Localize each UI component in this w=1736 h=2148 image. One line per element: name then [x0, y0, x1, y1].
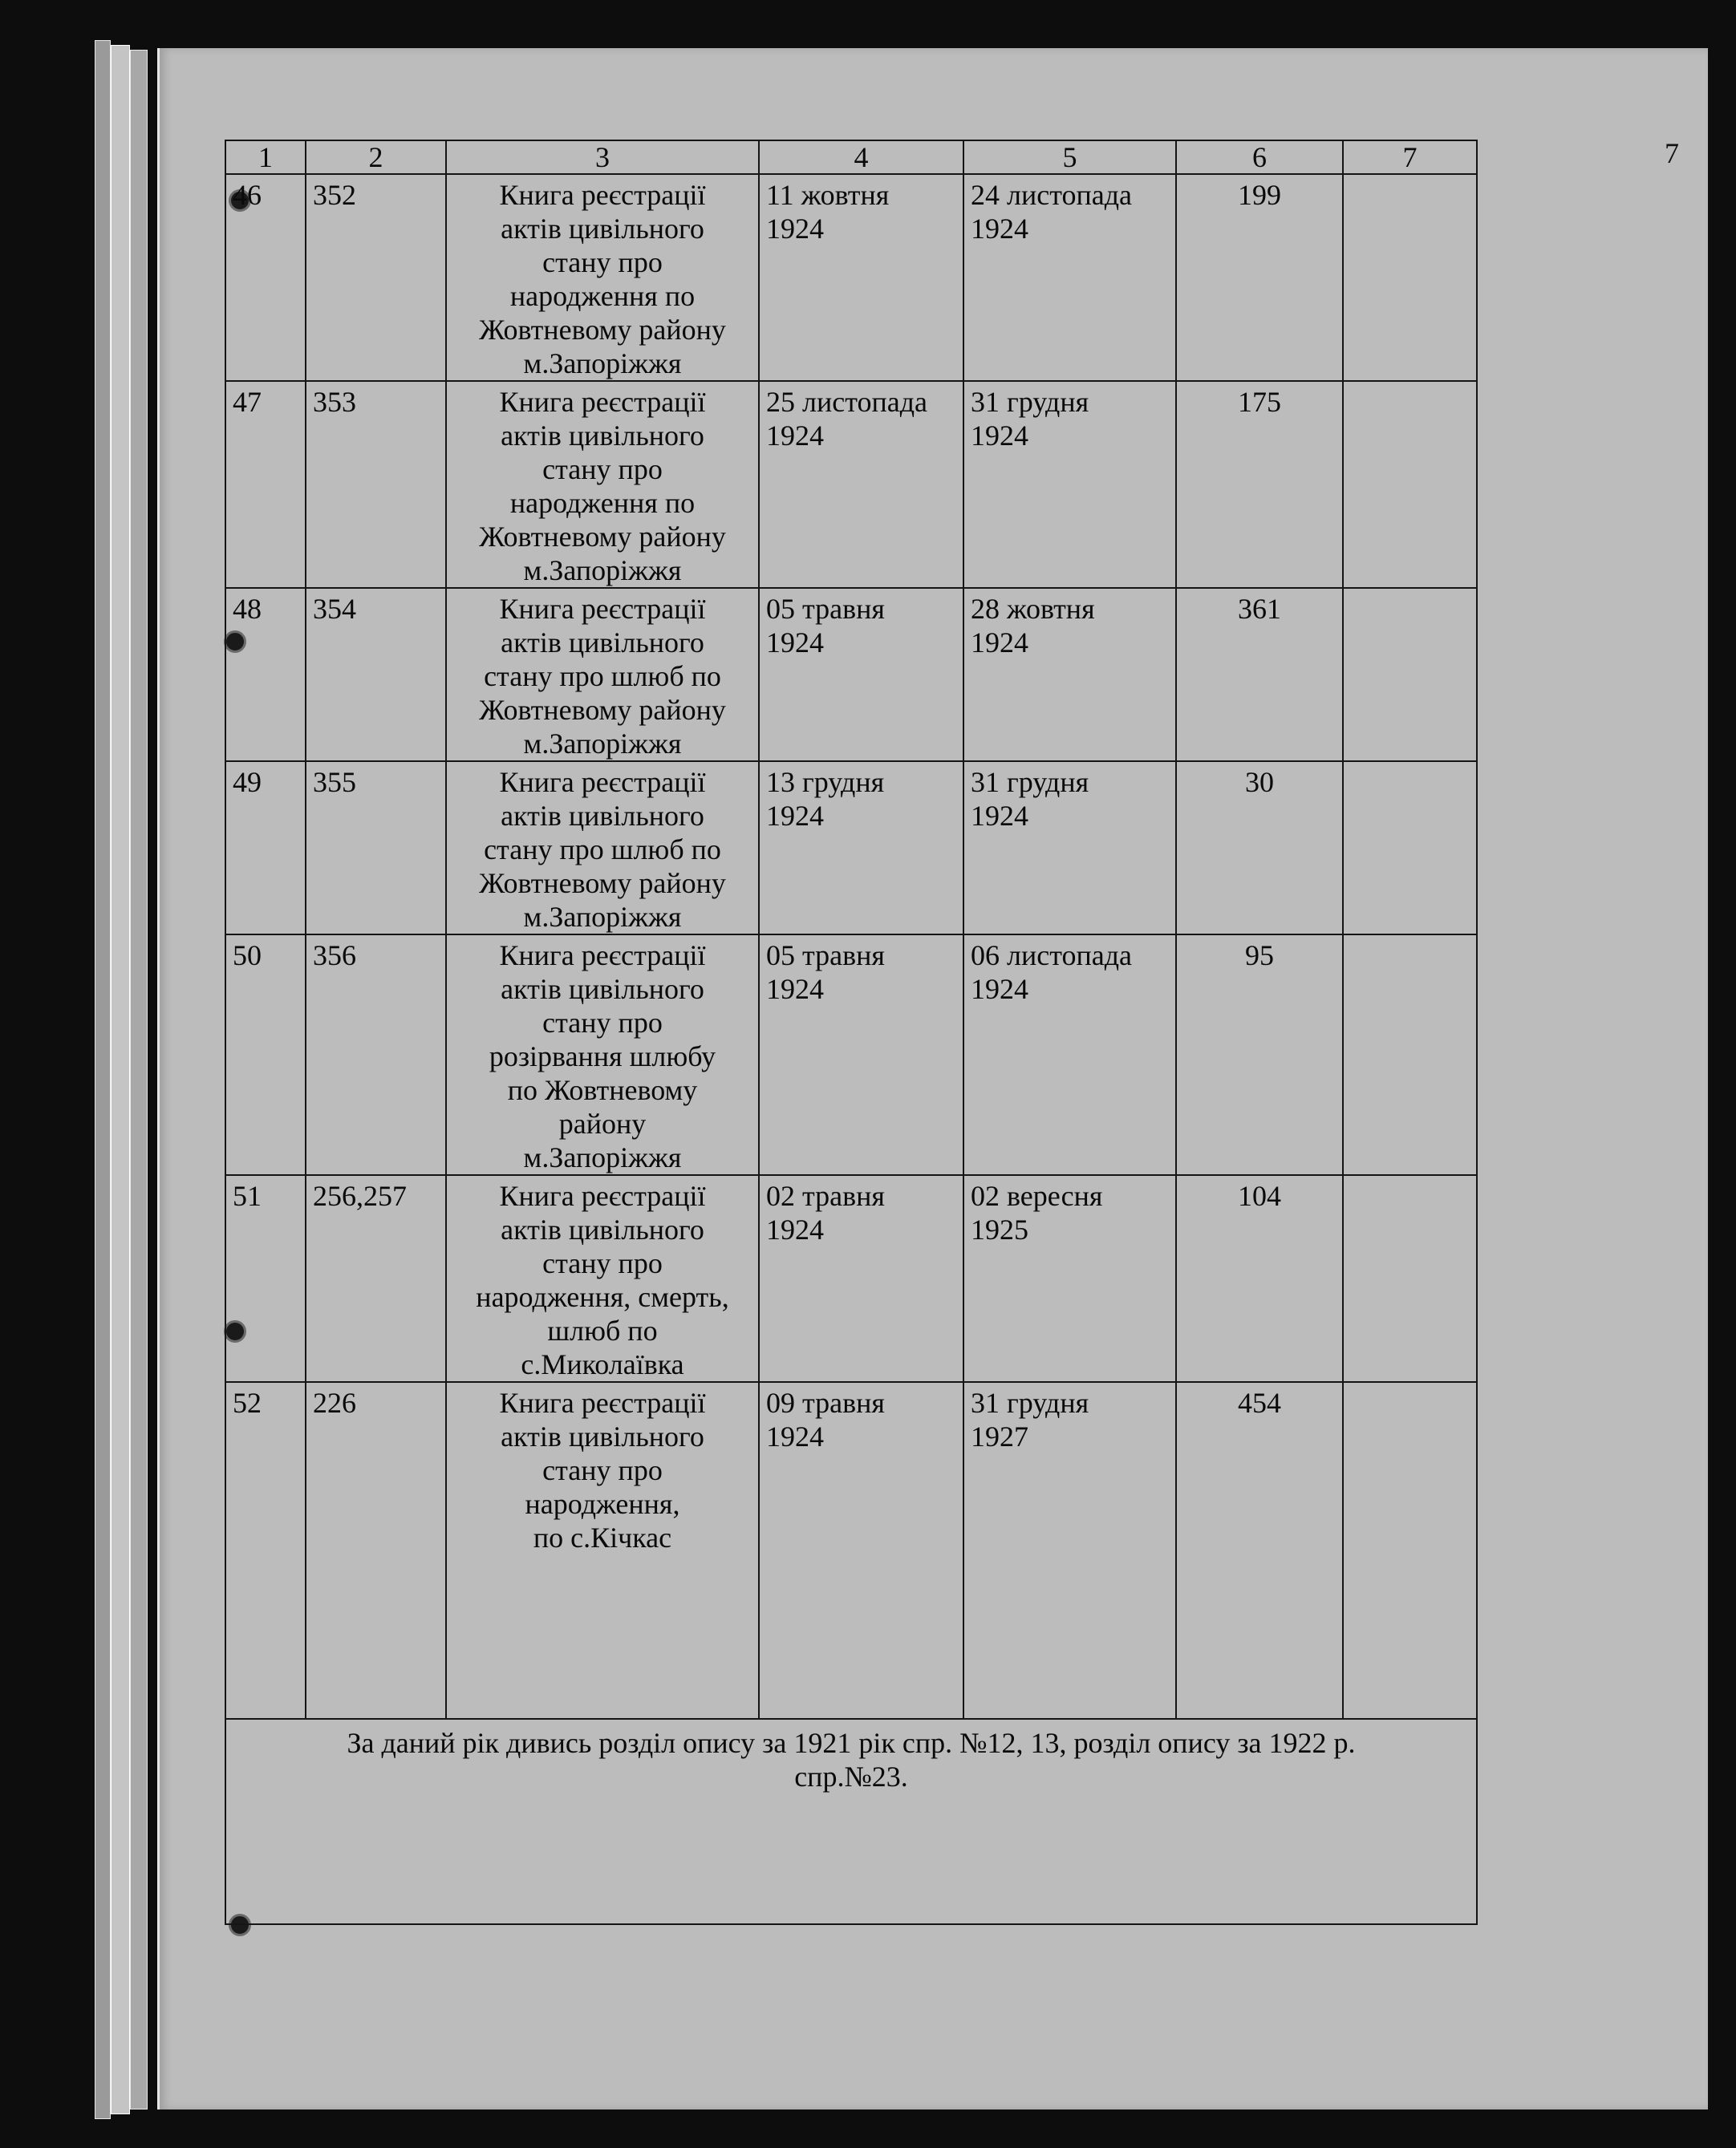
- sheet-count: 95: [1176, 934, 1343, 1175]
- column-header: 7: [1343, 140, 1477, 174]
- row-note: [1343, 1175, 1477, 1382]
- column-header: 6: [1176, 140, 1343, 174]
- start-date: 05 травня 1924: [759, 588, 963, 761]
- row-number: 50: [225, 934, 306, 1175]
- table-row: [225, 174, 1477, 381]
- start-date: 11 жовтня 1924: [759, 174, 963, 381]
- case-number: 355: [306, 761, 446, 934]
- footnote-row: [225, 1719, 1477, 1924]
- case-title: Книга реєстрації актів цивільного стану про народження по Жовтневому району м.Запоріжжя: [446, 381, 759, 588]
- case-number: 352: [306, 174, 446, 381]
- page-number: 7: [1665, 137, 1679, 169]
- row-number: 46: [225, 174, 306, 381]
- row-note: [1343, 174, 1477, 381]
- end-date: 06 листопада 1924: [963, 934, 1176, 1175]
- end-date: 31 грудня 1924: [963, 761, 1176, 934]
- sheet-count: 175: [1176, 381, 1343, 588]
- column-header: 5: [963, 140, 1176, 174]
- start-date: 05 травня 1924: [759, 934, 963, 1175]
- start-date: 09 травня 1924: [759, 1382, 963, 1719]
- row-number: 47: [225, 381, 306, 588]
- column-header: 3: [446, 140, 759, 174]
- end-date: 31 грудня 1927: [963, 1382, 1176, 1719]
- start-date: 25 листопада 1924: [759, 381, 963, 588]
- table-row: [225, 588, 1477, 761]
- back-sheet-edge: [111, 45, 130, 2114]
- start-date: 13 грудня 1924: [759, 761, 963, 934]
- back-sheet-edge: [130, 50, 148, 2109]
- case-title: Книга реєстрації актів цивільного стану про народження, смерть, шлюб по с.Миколаївка: [446, 1175, 759, 1382]
- end-date: 31 грудня 1924: [963, 381, 1176, 588]
- case-title: Книга реєстрації актів цивільного стану про народження, по с.Кічкас: [446, 1382, 759, 1719]
- back-sheet-edge: [95, 40, 111, 2119]
- row-note: [1343, 588, 1477, 761]
- table-header-row: [225, 140, 1477, 174]
- footnote: [225, 1719, 1477, 1924]
- row-number: 51: [225, 1175, 306, 1382]
- sheet-count: 361: [1176, 588, 1343, 761]
- table-row: [225, 381, 1477, 588]
- case-title: Книга реєстрації актів цивільного стану про розірвання шлюбу по Жовтневому району м.Запоріжжя: [446, 934, 759, 1175]
- row-number: 52: [225, 1382, 306, 1719]
- case-number: 354: [306, 588, 446, 761]
- table-row: [225, 934, 1477, 1175]
- case-number: 356: [306, 934, 446, 1175]
- row-note: [1343, 1382, 1477, 1719]
- sheet-count: 104: [1176, 1175, 1343, 1382]
- end-date: 28 жовтня 1924: [963, 588, 1176, 761]
- case-title: Книга реєстрації актів цивільного стану про шлюб по Жовтневому району м.Запоріжжя: [446, 588, 759, 761]
- sheet-count: 454: [1176, 1382, 1343, 1719]
- inventory-table: [225, 140, 1478, 1925]
- footnote-line: спр.№23.: [794, 1761, 908, 1793]
- end-date: 24 листопада 1924: [963, 174, 1176, 381]
- case-number: 226: [306, 1382, 446, 1719]
- column-header: 4: [759, 140, 963, 174]
- column-header: 1: [225, 140, 306, 174]
- end-date: 02 вересня 1925: [963, 1175, 1176, 1382]
- footnote-line: За даний рік дивись розділ опису за 1921 рік спр. №12, 13, розділ опису за 1922 р.: [347, 1727, 1356, 1759]
- table-row: [225, 761, 1477, 934]
- row-note: [1343, 381, 1477, 588]
- table-row: [225, 1175, 1477, 1382]
- row-note: [1343, 761, 1477, 934]
- case-number: 256,257: [306, 1175, 446, 1382]
- table-row: [225, 1382, 1477, 1719]
- case-title: Книга реєстрації актів цивільного стану про народження по Жовтневому району м.Запоріжжя: [446, 174, 759, 381]
- case-number: 353: [306, 381, 446, 588]
- column-header: 2: [306, 140, 446, 174]
- sheet-count: 30: [1176, 761, 1343, 934]
- sheet-count: 199: [1176, 174, 1343, 381]
- case-title: Книга реєстрації актів цивільного стану про шлюб по Жовтневому району м.Запоріжжя: [446, 761, 759, 934]
- start-date: 02 травня 1924: [759, 1175, 963, 1382]
- row-number: 48: [225, 588, 306, 761]
- row-number: 49: [225, 761, 306, 934]
- row-note: [1343, 934, 1477, 1175]
